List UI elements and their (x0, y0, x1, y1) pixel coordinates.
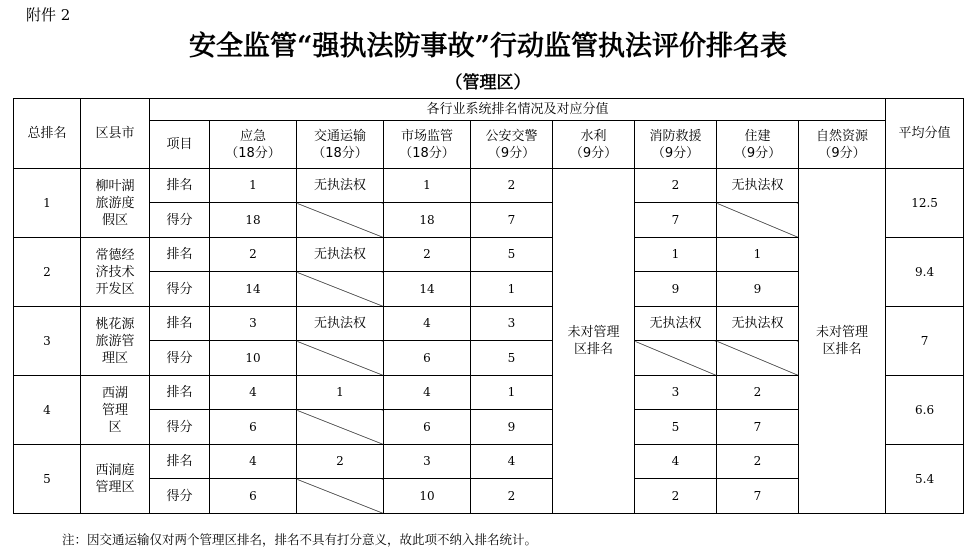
score-cell-yingji: 6 (210, 410, 297, 445)
score-cell-gongan: 7 (471, 203, 553, 238)
item-label-rank: 排名 (150, 376, 210, 410)
attachment-label: 附件 2 (26, 6, 71, 24)
score-cell-shichang: 18 (384, 203, 471, 238)
rank-cell-shichang: 4 (384, 376, 471, 410)
score-cell-jiaotong-empty (297, 272, 384, 307)
overall-rank-cell: 1 (14, 169, 81, 238)
item-label-rank: 排名 (150, 238, 210, 272)
district-cell: 柳叶湖旅游度假区 (81, 169, 150, 238)
rank-cell-zhujian: 1 (717, 238, 799, 272)
shuili-merged-note: 未对管理区排名 (553, 169, 635, 514)
rank-cell-shichang: 4 (384, 307, 471, 341)
rank-cell-yingji: 4 (210, 376, 297, 410)
score-cell-xiaofang: 7 (635, 203, 717, 238)
header-average-score: 平均分值 (886, 99, 964, 169)
score-cell-xiaofang: 2 (635, 479, 717, 514)
rank-cell-zhujian: 无执法权 (717, 307, 799, 341)
overall-rank-cell: 4 (14, 376, 81, 445)
score-cell-zhujian-empty (717, 341, 799, 376)
rank-cell-yingji: 2 (210, 238, 297, 272)
rank-cell-xiaofang: 1 (635, 238, 717, 272)
district-cell: 西湖管理区 (81, 376, 150, 445)
header-district: 区县市 (81, 99, 150, 169)
table-row (14, 169, 964, 203)
district-cell: 桃花源旅游管理区 (81, 307, 150, 376)
rank-cell-yingji: 3 (210, 307, 297, 341)
item-label-rank: 排名 (150, 307, 210, 341)
rank-cell-jiaotong: 1 (297, 376, 384, 410)
score-cell-yingji: 6 (210, 479, 297, 514)
rank-cell-jiaotong: 无执法权 (297, 238, 384, 272)
header-industry-xiaofang: 消防救援 （9分） (635, 121, 717, 169)
average-score-cell: 5.4 (886, 445, 964, 514)
item-label-score: 得分 (150, 479, 210, 514)
ranking-table (13, 98, 964, 514)
item-label-score: 得分 (150, 410, 210, 445)
header-industry-ziran: 自然资源 （9分） (799, 121, 886, 169)
overall-rank-cell: 3 (14, 307, 81, 376)
average-score-cell: 12.5 (886, 169, 964, 238)
score-cell-gongan: 9 (471, 410, 553, 445)
score-cell-gongan: 1 (471, 272, 553, 307)
score-cell-yingji: 18 (210, 203, 297, 238)
header-industry-shichang: 市场监管 （18分） (384, 121, 471, 169)
header-industry-gongan: 公安交警 （9分） (471, 121, 553, 169)
score-cell-yingji: 10 (210, 341, 297, 376)
rank-cell-gongan: 3 (471, 307, 553, 341)
rank-cell-zhujian: 2 (717, 445, 799, 479)
rank-cell-gongan: 1 (471, 376, 553, 410)
item-label-rank: 排名 (150, 445, 210, 479)
average-score-cell: 6.6 (886, 376, 964, 445)
page-subtitle: （管理区） (445, 73, 531, 93)
rank-cell-zhujian: 2 (717, 376, 799, 410)
rank-cell-xiaofang: 4 (635, 445, 717, 479)
score-cell-xiaofang-empty (635, 341, 717, 376)
average-score-cell: 7 (886, 307, 964, 376)
overall-rank-cell: 2 (14, 238, 81, 307)
rank-cell-gongan: 4 (471, 445, 553, 479)
rank-cell-yingji: 1 (210, 169, 297, 203)
page-title: 安全监管“强执法防事故”行动监管执法评价排名表 (188, 31, 788, 62)
rank-cell-xiaofang: 2 (635, 169, 717, 203)
overall-rank-cell: 5 (14, 445, 81, 514)
rank-cell-shichang: 1 (384, 169, 471, 203)
footnote: 注：因交通运输仅对两个管理区排名，排名不具有打分意义，故此项不纳入排名统计。 (62, 532, 538, 547)
header-overall-rank: 总排名 (14, 99, 81, 169)
score-cell-zhujian-empty (717, 203, 799, 238)
item-label-score: 得分 (150, 272, 210, 307)
rank-cell-jiaotong: 2 (297, 445, 384, 479)
rank-cell-yingji: 4 (210, 445, 297, 479)
rank-cell-zhujian: 无执法权 (717, 169, 799, 203)
header-industry-group: 各行业系统排名情况及对应分值 (150, 99, 886, 121)
rank-cell-xiaofang: 无执法权 (635, 307, 717, 341)
header-industry-yingji: 应急 （18分） (210, 121, 297, 169)
header-item: 项目 (150, 121, 210, 169)
score-cell-jiaotong-empty (297, 479, 384, 514)
score-cell-shichang: 6 (384, 410, 471, 445)
score-cell-gongan: 5 (471, 341, 553, 376)
header-industry-shuili: 水利 （9分） (553, 121, 635, 169)
score-cell-jiaotong-empty (297, 203, 384, 238)
rank-cell-shichang: 3 (384, 445, 471, 479)
score-cell-shichang: 10 (384, 479, 471, 514)
header-industry-zhujian: 住建 （9分） (717, 121, 799, 169)
district-cell: 西洞庭管理区 (81, 445, 150, 514)
rank-cell-gongan: 5 (471, 238, 553, 272)
score-cell-xiaofang: 9 (635, 272, 717, 307)
score-cell-zhujian: 9 (717, 272, 799, 307)
item-label-rank: 排名 (150, 169, 210, 203)
score-cell-gongan: 2 (471, 479, 553, 514)
score-cell-jiaotong-empty (297, 410, 384, 445)
item-label-score: 得分 (150, 203, 210, 238)
score-cell-shichang: 6 (384, 341, 471, 376)
rank-cell-xiaofang: 3 (635, 376, 717, 410)
district-cell: 常德经济技术开发区 (81, 238, 150, 307)
ziran-merged-note: 未对管理区排名 (799, 169, 886, 514)
average-score-cell: 9.4 (886, 238, 964, 307)
score-cell-jiaotong-empty (297, 341, 384, 376)
score-cell-zhujian: 7 (717, 410, 799, 445)
score-cell-xiaofang: 5 (635, 410, 717, 445)
score-cell-yingji: 14 (210, 272, 297, 307)
rank-cell-jiaotong: 无执法权 (297, 307, 384, 341)
score-cell-zhujian: 7 (717, 479, 799, 514)
score-cell-shichang: 14 (384, 272, 471, 307)
rank-cell-jiaotong: 无执法权 (297, 169, 384, 203)
header-industry-jiaotong: 交通运输 （18分） (297, 121, 384, 169)
item-label-score: 得分 (150, 341, 210, 376)
rank-cell-gongan: 2 (471, 169, 553, 203)
rank-cell-shichang: 2 (384, 238, 471, 272)
